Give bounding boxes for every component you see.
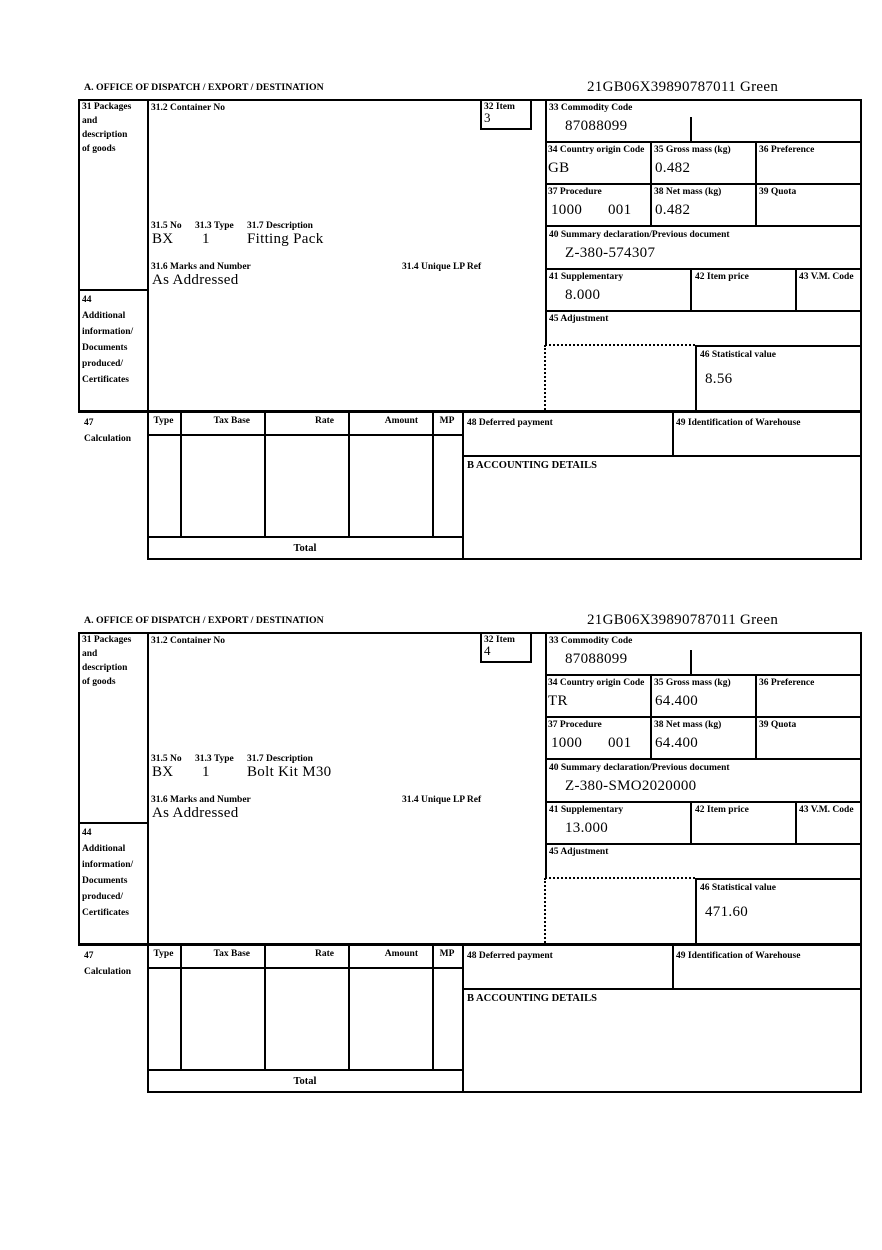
tax-col-type-header: Type	[153, 416, 174, 426]
box31-7-description-label: 31.7 Description	[247, 221, 313, 231]
net-mass-value: 0.482	[655, 202, 691, 218]
border-left-column	[147, 632, 149, 943]
box32-item-label: 32 Item	[484, 102, 515, 112]
tax-col-rate-header: Rate	[315, 949, 334, 959]
border-total-row-top	[147, 1069, 463, 1071]
section-b-accounting-title: B ACCOUNTING DETAILS	[467, 993, 597, 1004]
box38-net-mass-label: 38 Net mass (kg)	[654, 187, 722, 197]
border-col-type	[180, 946, 182, 1070]
border-box46-left	[695, 878, 697, 943]
box31-5-no-label: 31.5 No	[151, 221, 182, 231]
mrn-number: 21GB06X39890787011	[587, 612, 737, 628]
package-no-value: BX	[152, 764, 174, 780]
commodity-code-tick-mark	[690, 117, 692, 141]
box44-label-line4: Documents	[82, 876, 128, 886]
box39-quota-label: 39 Quota	[759, 187, 797, 197]
border-right-column-dotted	[544, 345, 546, 410]
border-box46-dotted-top	[545, 344, 695, 346]
tax-col-taxbase-header: Tax Base	[213, 416, 250, 426]
border-col-amount	[432, 413, 434, 537]
origin-country-value: TR	[548, 693, 568, 709]
border-under-box37	[545, 225, 860, 227]
box37-procedure-label: 37 Procedure	[548, 720, 602, 730]
box31-label-line3: description	[82, 130, 128, 140]
box44-label-line4: Documents	[82, 343, 128, 353]
border-left-column	[147, 99, 149, 410]
border-lower-right	[860, 413, 862, 560]
border-col-amount	[432, 946, 434, 1070]
box31-4-lp-ref-label: 31.4 Unique LP Ref	[402, 795, 482, 805]
border-outer-top	[78, 632, 862, 634]
box31-7-description-label: 31.7 Description	[247, 754, 313, 764]
border-col-type	[180, 413, 182, 537]
box33-commodity-label: 33 Commodity Code	[549, 103, 633, 113]
tax-col-mp-header: MP	[439, 416, 455, 426]
box48-deferred-label: 48 Deferred payment	[467, 951, 553, 961]
box31-label-line1: 31 Packages	[82, 102, 132, 112]
border-taxtable-header	[147, 967, 463, 969]
border-col-taxbase	[264, 946, 266, 1070]
goods-description-value: Bolt Kit M30	[247, 764, 332, 780]
summary-declaration-value: Z-380-SMO2020000	[565, 778, 697, 794]
border-box46-left	[695, 345, 697, 410]
box39-quota-label: 39 Quota	[759, 720, 797, 730]
border-total-row-top	[147, 536, 463, 538]
box44-label-line2: Additional	[82, 844, 126, 854]
tax-col-rate-header: Rate	[315, 416, 334, 426]
border-box48-49-divider	[672, 946, 674, 989]
border-right-column-solid	[545, 632, 547, 878]
net-mass-value: 64.400	[655, 735, 699, 751]
box49-warehouse-label: 49 Identification of Warehouse	[676, 418, 801, 428]
box45-adjustment-label: 45 Adjustment	[549, 314, 609, 324]
border-outer-right	[860, 99, 862, 413]
border-box46-dotted-top	[545, 877, 695, 879]
box43-vm-code-label: 43 V.M. Code	[799, 805, 854, 815]
box35-gross-mass-label: 35 Gross mass (kg)	[654, 145, 731, 155]
procedure-code-value: 1000	[551, 735, 583, 751]
box31-label-line4: of goods	[82, 144, 116, 154]
tax-col-type-header: Type	[153, 949, 174, 959]
border-under-box34	[545, 716, 860, 718]
border-under-box40	[545, 801, 860, 803]
border-box46-top	[695, 878, 860, 880]
box36-preference-label: 36 Preference	[759, 145, 815, 155]
border-lower-bottom	[147, 1091, 862, 1093]
item-number-value: 4	[484, 643, 491, 658]
border-lower-right	[860, 946, 862, 1093]
box38-net-mass-label: 38 Net mass (kg)	[654, 720, 722, 730]
office-of-dispatch-title: A. OFFICE OF DISPATCH / EXPORT / DESTINATION	[84, 82, 324, 93]
procedure-code-value: 1000	[551, 202, 583, 218]
box45-adjustment-label: 45 Adjustment	[549, 847, 609, 857]
package-type-value: 1	[202, 764, 210, 780]
border-outer-right	[860, 632, 862, 946]
summary-declaration-value: Z-380-574307	[565, 245, 656, 261]
routing-status: Green	[740, 79, 779, 95]
border-under-box33	[545, 141, 860, 143]
box33-commodity-label: 33 Commodity Code	[549, 636, 633, 646]
box31-6-marks-label: 31.6 Marks and Number	[151, 795, 251, 805]
box34-origin-label: 34 Country origin Code	[548, 678, 645, 688]
border-outer-top	[78, 99, 862, 101]
border-under-box48	[462, 455, 860, 457]
border-under-box34	[545, 183, 860, 185]
border-col-taxbase	[264, 413, 266, 537]
box44-label-line6: Certificates	[82, 908, 129, 918]
declaration-item-section-1	[78, 80, 862, 562]
box41-supplementary-label: 41 Supplementary	[549, 805, 624, 815]
procedure-ext-value: 001	[608, 202, 632, 218]
box31-3-type-label: 31.3 Type	[195, 754, 234, 764]
border-heavy-middle	[78, 943, 862, 946]
border-under-box41	[545, 310, 860, 312]
mrn-number: 21GB06X39890787011	[587, 79, 737, 95]
border-under-box40	[545, 268, 860, 270]
box44-label-line2: Additional	[82, 311, 126, 321]
box37-procedure-label: 37 Procedure	[548, 187, 602, 197]
border-box41-42-divider	[690, 801, 692, 843]
gross-mass-value: 0.482	[655, 160, 691, 176]
commodity-code-tick-mark	[690, 650, 692, 674]
package-no-value: BX	[152, 231, 174, 247]
border-outer-left	[78, 99, 80, 413]
border-taxtable-header	[147, 434, 463, 436]
box42-item-price-label: 42 Item price	[695, 272, 749, 282]
tax-col-amount-header: Amount	[384, 949, 418, 959]
tax-col-mp-header: MP	[439, 949, 455, 959]
box31-label-line2: and	[82, 649, 98, 659]
supplementary-units-value: 13.000	[565, 820, 609, 836]
goods-description-value: Fitting Pack	[247, 231, 324, 247]
box47-label-line2: Calculation	[84, 967, 131, 977]
border-right-column-dotted	[544, 878, 546, 943]
box40-summary-label: 40 Summary declaration/Previous document	[549, 230, 730, 240]
commodity-code-value: 87088099	[565, 651, 628, 667]
tax-col-amount-header: Amount	[384, 416, 418, 426]
border-box41-42-divider	[690, 268, 692, 310]
marks-value: As Addressed	[152, 805, 239, 821]
box41-supplementary-label: 41 Supplementary	[549, 272, 624, 282]
section-b-accounting-title: B ACCOUNTING DETAILS	[467, 460, 597, 471]
box31-label-line4: of goods	[82, 677, 116, 687]
item-number-value: 3	[484, 110, 491, 125]
border-outer-left	[78, 632, 80, 946]
border-col-rate	[348, 413, 350, 537]
box47-label-line1: 47	[84, 418, 94, 428]
box44-label-line6: Certificates	[82, 375, 129, 385]
border-under-box37	[545, 758, 860, 760]
declaration-item-section-2	[78, 613, 862, 1095]
statistical-value: 471.60	[705, 904, 749, 920]
box43-vm-code-label: 43 V.M. Code	[799, 272, 854, 282]
box48-deferred-label: 48 Deferred payment	[467, 418, 553, 428]
box44-label-line3: information/	[82, 327, 134, 337]
procedure-ext-value: 001	[608, 735, 632, 751]
border-under-box33	[545, 674, 860, 676]
box36-preference-label: 36 Preference	[759, 678, 815, 688]
statistical-value: 8.56	[705, 371, 733, 387]
border-lower-bottom	[147, 558, 862, 560]
supplementary-units-value: 8.000	[565, 287, 601, 303]
box44-label-line1: 44	[82, 828, 92, 838]
box31-label-line2: and	[82, 116, 98, 126]
tax-total-label: Total	[293, 543, 317, 554]
border-box44-top	[78, 822, 147, 824]
box31-label-line3: description	[82, 663, 128, 673]
box32-item-label: 32 Item	[484, 635, 515, 645]
box35-gross-mass-label: 35 Gross mass (kg)	[654, 678, 731, 688]
box31-2-container-label: 31.2 Container No	[151, 103, 225, 113]
box31-2-container-label: 31.2 Container No	[151, 636, 225, 646]
box40-summary-label: 40 Summary declaration/Previous document	[549, 763, 730, 773]
border-box42-43-divider	[795, 801, 797, 843]
border-right-column-solid	[545, 99, 547, 345]
box46-statistical-label: 46 Statistical value	[700, 350, 776, 360]
box44-label-line3: information/	[82, 860, 134, 870]
package-type-value: 1	[202, 231, 210, 247]
box34-origin-label: 34 Country origin Code	[548, 145, 645, 155]
border-box42-43-divider	[795, 268, 797, 310]
routing-status: Green	[740, 612, 779, 628]
border-col-rate	[348, 946, 350, 1070]
box31-5-no-label: 31.5 No	[151, 754, 182, 764]
office-of-dispatch-title: A. OFFICE OF DISPATCH / EXPORT / DESTINATION	[84, 615, 324, 626]
box31-6-marks-label: 31.6 Marks and Number	[151, 262, 251, 272]
commodity-code-value: 87088099	[565, 118, 628, 134]
border-box48-49-divider	[672, 413, 674, 456]
tax-col-taxbase-header: Tax Base	[213, 949, 250, 959]
box49-warehouse-label: 49 Identification of Warehouse	[676, 951, 801, 961]
border-box44-top	[78, 289, 147, 291]
marks-value: As Addressed	[152, 272, 239, 288]
box47-label-line1: 47	[84, 951, 94, 961]
box44-label-line1: 44	[82, 295, 92, 305]
box42-item-price-label: 42 Item price	[695, 805, 749, 815]
box31-4-lp-ref-label: 31.4 Unique LP Ref	[402, 262, 482, 272]
box31-3-type-label: 31.3 Type	[195, 221, 234, 231]
box31-label-line1: 31 Packages	[82, 635, 132, 645]
box47-label-line2: Calculation	[84, 434, 131, 444]
origin-country-value: GB	[548, 160, 570, 176]
tax-total-label: Total	[293, 1076, 317, 1087]
border-under-box48	[462, 988, 860, 990]
box44-label-line5: produced/	[82, 892, 124, 902]
gross-mass-value: 64.400	[655, 693, 699, 709]
box46-statistical-label: 46 Statistical value	[700, 883, 776, 893]
border-box46-top	[695, 345, 860, 347]
border-under-box41	[545, 843, 860, 845]
border-heavy-middle	[78, 410, 862, 413]
box44-label-line5: produced/	[82, 359, 124, 369]
